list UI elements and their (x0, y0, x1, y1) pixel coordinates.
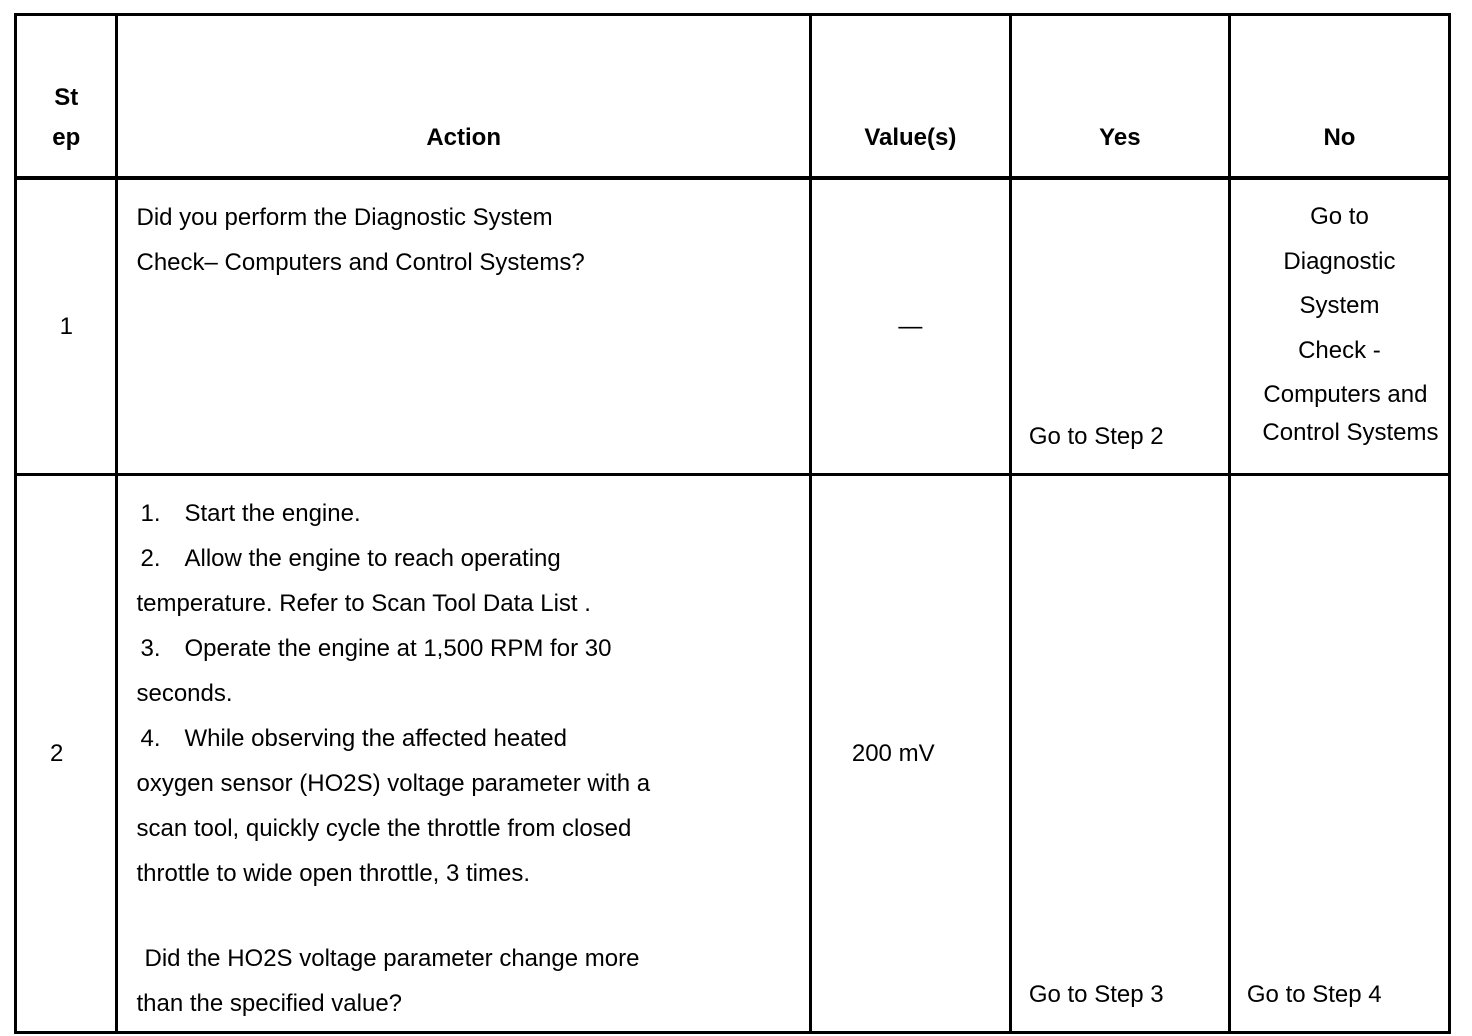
question-line: Did the HO2S voltage parameter change more (144, 944, 640, 972)
header-row (16, 15, 1450, 179)
action-item: seconds. (136, 679, 233, 707)
header-action: Action (117, 15, 810, 179)
diagnostic-table (14, 13, 1451, 1034)
action-item: 2. Allow the engine to reach operating (140, 544, 561, 572)
header-value: Value(s) (810, 15, 1010, 179)
action-cell (117, 474, 810, 1032)
action-item: 3. Operate the engine at 1,500 RPM for 30 (140, 634, 612, 662)
action-line: Check– Computers and Control Systems? (136, 249, 585, 276)
no-line: Go to (1310, 203, 1369, 230)
yes-link[interactable]: Go to Step 3 (1028, 980, 1164, 1008)
header-yes: Yes (1010, 15, 1229, 179)
action-item: temperature. Refer to Scan Tool Data List . (136, 589, 591, 617)
action-item: scan tool, quickly cycle the throttle from closed (136, 814, 632, 842)
question-line: than the specified value? (136, 989, 403, 1017)
action-item: oxygen sensor (HO2S) voltage parameter with a (136, 769, 651, 797)
no-line: Control Systems (1262, 418, 1439, 446)
no-link[interactable] (1231, 195, 1448, 448)
step-number: 2 (16, 474, 117, 1032)
step-number: 1 (16, 178, 117, 474)
yes-link[interactable]: Go to Step 2 (1028, 422, 1164, 450)
yes-cell (1010, 474, 1229, 1032)
no-line: Check - (1298, 336, 1381, 364)
no-line: Diagnostic (1283, 247, 1396, 275)
value-cell: 200 mV (810, 474, 1010, 1032)
action-item: 4. While observing the affected heated (140, 724, 567, 752)
no-line: System (1299, 292, 1380, 319)
table-row (16, 474, 1450, 1032)
value-cell: — (810, 178, 1010, 474)
no-line: Computers and (1263, 381, 1428, 408)
action-item: 1. Start the engine. (140, 499, 361, 527)
no-cell (1229, 474, 1449, 1032)
table-row (16, 178, 1450, 474)
action-line: Did you perform the Diagnostic System (136, 204, 553, 231)
action-item: throttle to wide open throttle, 3 times. (136, 859, 531, 887)
no-link[interactable]: Go to Step 4 (1246, 980, 1382, 1008)
header-no: No (1229, 15, 1449, 179)
header-step: St ep (16, 15, 117, 179)
yes-cell (1010, 178, 1229, 474)
action-cell (117, 178, 810, 474)
no-cell (1229, 178, 1449, 474)
